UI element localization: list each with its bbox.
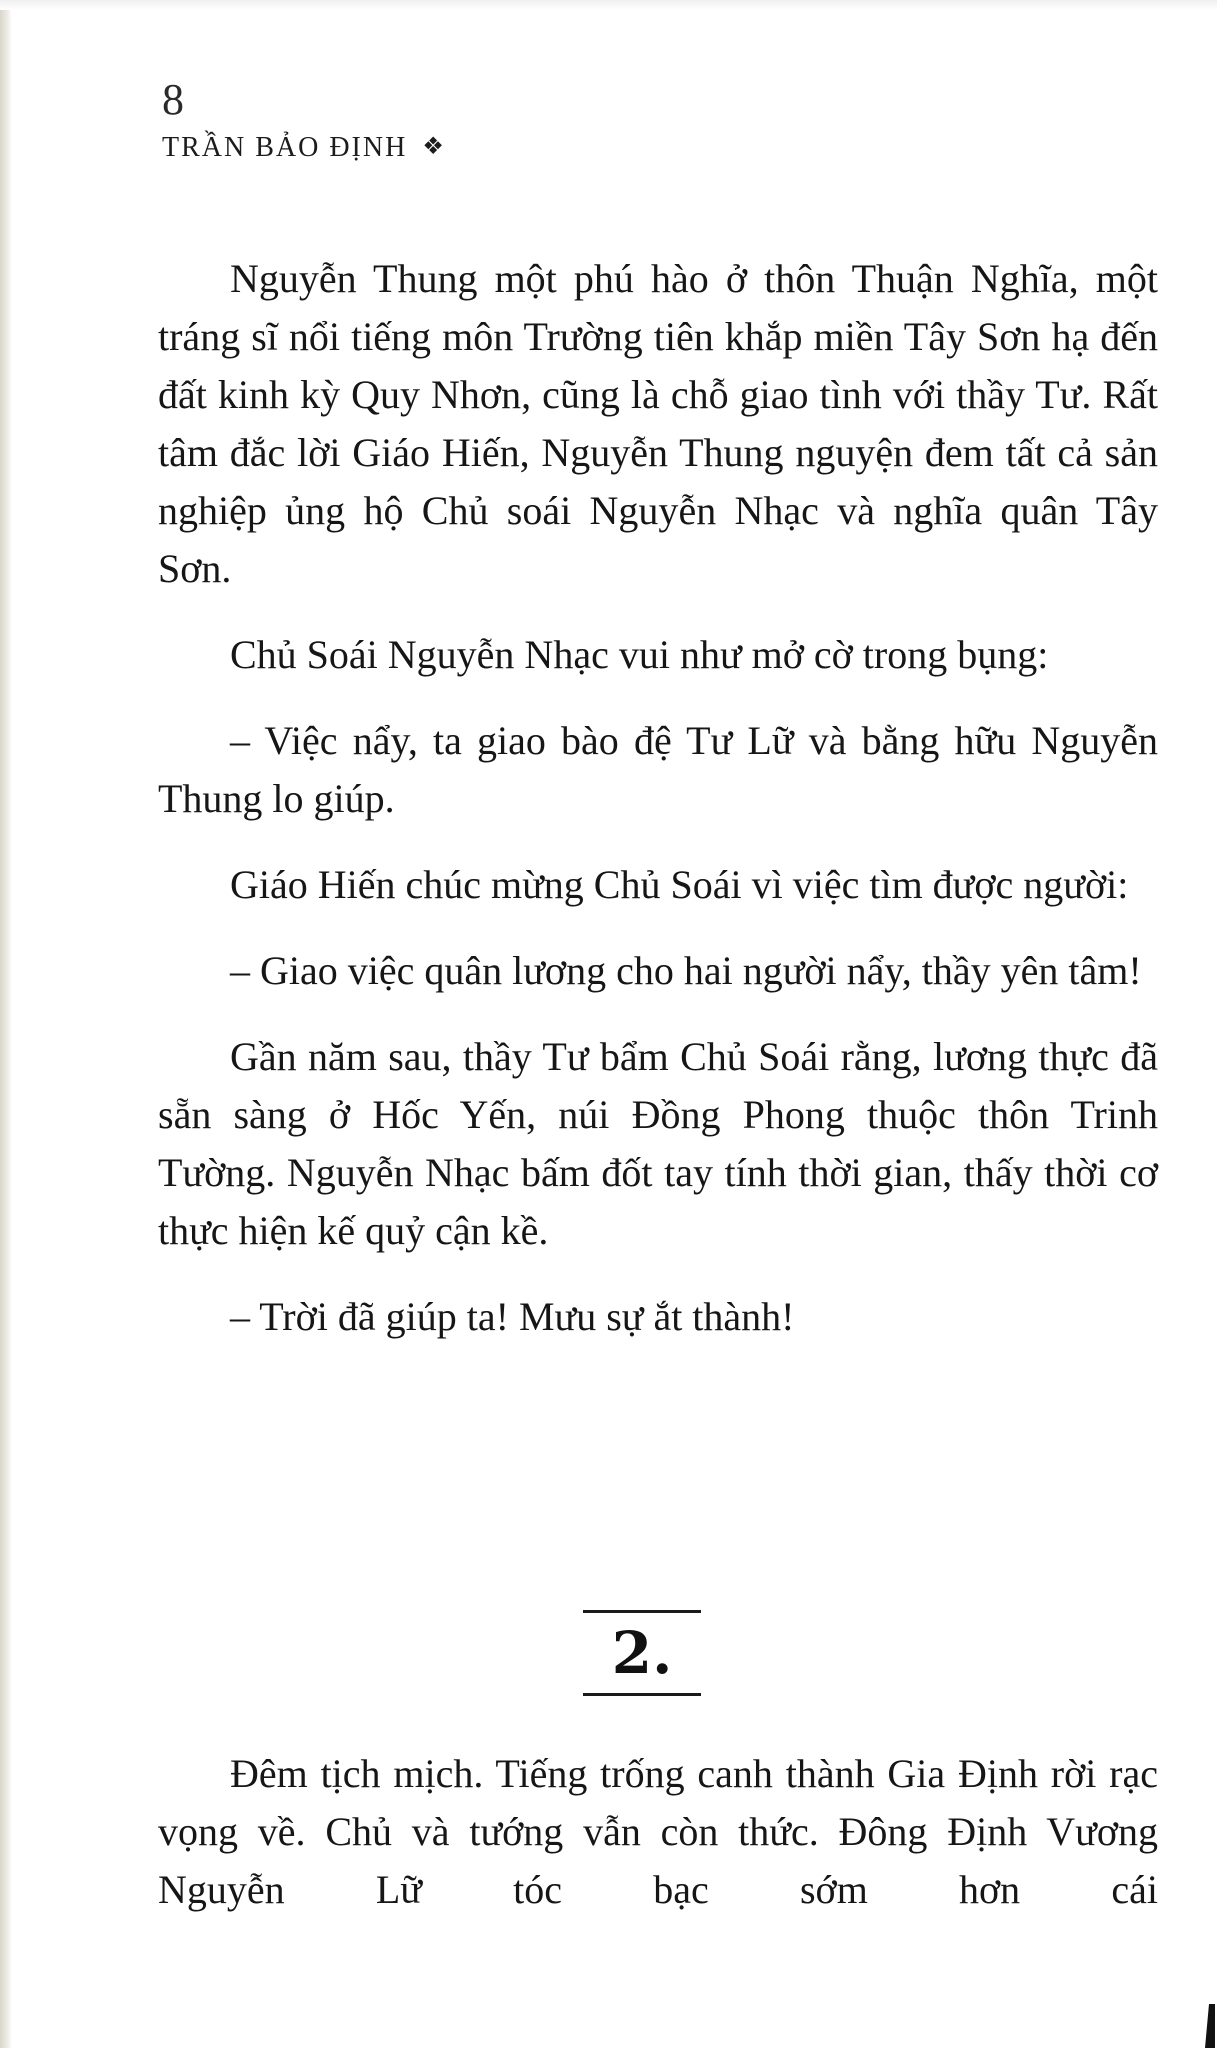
author-name: TRẦN BẢO ĐỊNH (162, 132, 408, 163)
dialogue-paragraph: – Việc nẩy, ta giao bào đệ Tư Lữ và bằng hữu Nguyễn Thung lo giúp. (158, 718, 1158, 821)
paragraph: Gần năm sau, thầy Tư bẩm Chủ Soái rằng, lương thực đã sẵn sàng ở Hốc Yến, núi Đồng Phong thuộc thôn Trinh Tường. Nguyễn Nhạc bấm đốt tay tính thời gian, thấy thời cơ thực hiện kế quỷ cận kề. (158, 1034, 1158, 1253)
section-1-body (158, 250, 1158, 1346)
section-2-body (158, 1745, 1158, 1919)
dialogue-paragraph: – Trời đã giúp ta! Mưu sự ắt thành! (230, 1294, 795, 1339)
diamond-ornament-icon: ❖ (422, 134, 446, 160)
page-number: 8 (162, 75, 184, 124)
paragraph: Nguyễn Thung một phú hào ở thôn Thuận Nghĩa, một tráng sĩ nổi tiếng môn Trường tiên khắp miền Tây Sơn hạ đến đất kinh kỳ Quy Nhơn, cũng là chỗ giao tình với thầy Tư. Rất tâm đắc lời Giáo Hiến, Nguyễn Thung nguyện đem tất cả sản nghiệp ủng hộ Chủ soái Nguyễn Nhạc và nghĩa quân Tây Sơn. (158, 256, 1158, 591)
dialogue-paragraph: – Giao việc quân lương cho hai người nẩy, thầy yên tâm! (230, 948, 1142, 993)
paragraph: Giáo Hiến chúc mừng Chủ Soái vì việc tìm được người: (230, 862, 1129, 907)
heading-rule-bottom (583, 1693, 701, 1696)
paragraph: Chủ Soái Nguyễn Nhạc vui như mở cờ trong bụng: (230, 632, 1049, 677)
chapter-number: 2. (611, 1619, 673, 1687)
scan-top-edge (0, 0, 1217, 10)
running-head (162, 134, 446, 162)
chapter-heading (583, 1610, 701, 1696)
book-spine-shadow (0, 10, 12, 2048)
paragraph: Đêm tịch mịch. Tiếng trống canh thành Gia Định rời rạc vọng về. Chủ và tướng vẫn còn thức. Đông Định Vương Nguyễn Lữ tóc bạc sớm hơn cái (158, 1751, 1158, 1912)
scan-corner-shadow (1205, 2004, 1215, 2048)
